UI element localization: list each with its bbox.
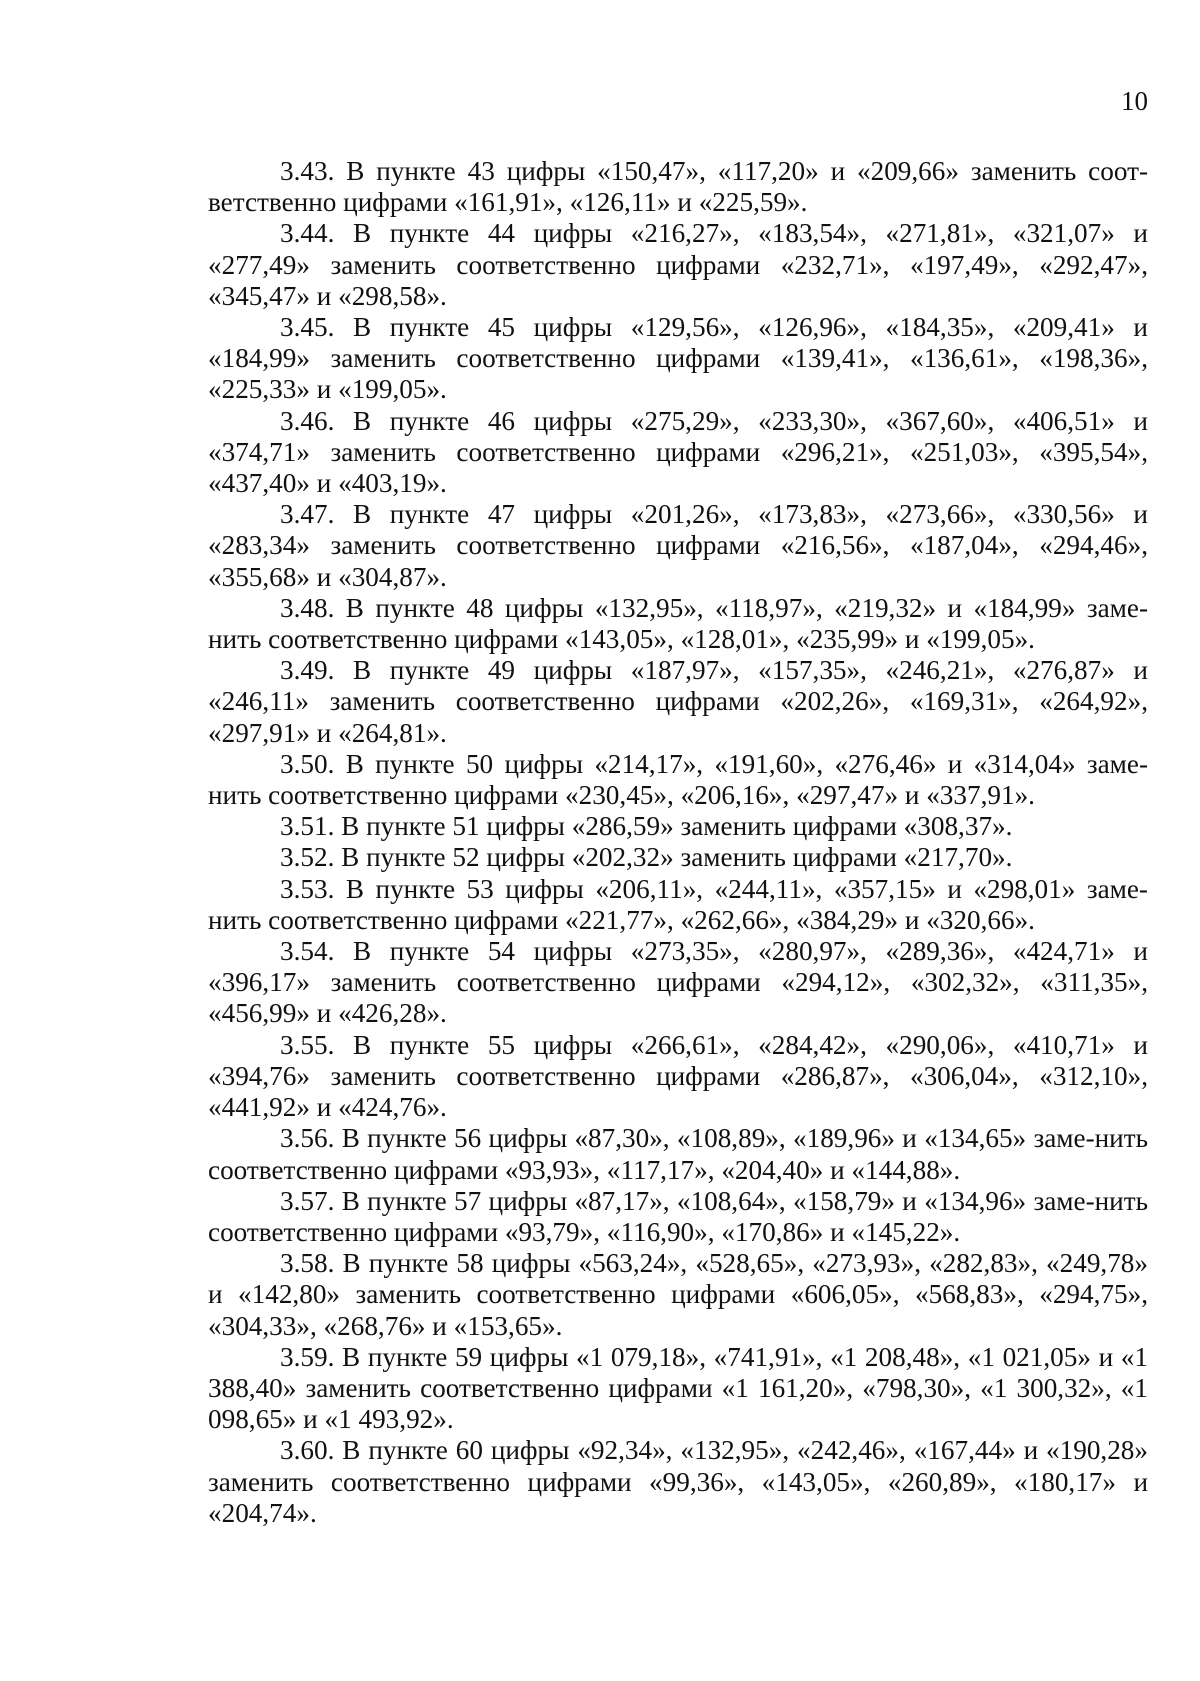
paragraph-3-58: 3.58. В пункте 58 цифры «563,24», «528,65», «273,93», «282,83», «249,78» и «142,80» заменить соответственно цифрами «606,05», «568,83», «294,75», «304,33», «268,76» и «153,65». [208,1248,1148,1341]
paragraph-3-47: 3.47. В пункте 47 цифры «201,26», «173,83», «273,66», «330,56» и «283,34» заменить соответственно цифрами «216,56», «187,04», «294,46», «355,68» и «304,87». [208,499,1148,592]
paragraph-3-49: 3.49. В пункте 49 цифры «187,97», «157,35», «246,21», «276,87» и «246,11» заменить соответственно цифрами «202,26», «169,31», «264,92», «297,91» и «264,81». [208,655,1148,748]
paragraph-3-46: 3.46. В пункте 46 цифры «275,29», «233,30», «367,60», «406,51» и «374,71» заменить соответственно цифрами «296,21», «251,03», «395,54», «437,40» и «403,19». [208,405,1148,499]
paragraph-3-45: 3.45. В пункте 45 цифры «129,56», «126,96», «184,35», «209,41» и «184,99» заменить соответственно цифрами «139,41», «136,61», «198,36», «225,33» и «199,05». [208,312,1148,405]
document-body [208,156,1148,1529]
paragraph-3-57: 3.57. В пункте 57 цифры «87,17», «108,64», «158,79» и «134,96» заме-нить соответственно цифрами «93,79», «116,90», «170,86» и «145,22». [208,1185,1148,1247]
page-number: 10 [1121,86,1148,116]
paragraph-3-59: 3.59. В пункте 59 цифры «1 079,18», «741,91», «1 208,48», «1 021,05» и «1 388,40» заменить соответственно цифрами «1 161,20», «798,30», «1 300,32», «1 098,65» и «1 493,92». [208,1341,1148,1435]
paragraph-3-51: 3.51. В пункте 51 цифры «286,59» заменить цифрами «308,37». [280,811,1013,842]
paragraph-3-53: 3.53. В пункте 53 цифры «206,11», «244,11», «357,15» и «298,01» заме-нить соответственно цифрами «221,77», «262,66», «384,29» и «320,66». [208,873,1148,935]
paragraph-3-52: 3.52. В пункте 52 цифры «202,32» заменить цифрами «217,70». [280,842,1013,873]
paragraph-3-44: 3.44. В пункте 44 цифры «216,27», «183,54», «271,81», «321,07» и «277,49» заменить соответственно цифрами «232,71», «197,49», «292,47», «345,47» и «298,58». [208,218,1148,311]
paragraph-3-60: 3.60. В пункте 60 цифры «92,34», «132,95», «242,46», «167,44» и «190,28» заменить соответственно цифрами «99,36», «143,05», «260,89», «180,17» и «204,74». [208,1435,1148,1528]
paragraph-3-43: 3.43. В пункте 43 цифры «150,47», «117,20» и «209,66» заменить соот-ветственно цифрами «161,91», «126,11» и «225,59». [208,156,1148,218]
paragraph-3-48: 3.48. В пункте 48 цифры «132,95», «118,97», «219,32» и «184,99» заме-нить соответственно цифрами «143,05», «128,01», «235,99» и «199,05». [208,592,1148,655]
paragraph-3-54: 3.54. В пункте 54 цифры «273,35», «280,97», «289,36», «424,71» и «396,17» заменить соответственно цифрами «294,12», «302,32», «311,35», «456,99» и «426,28». [208,936,1148,1029]
paragraph-3-56: 3.56. В пункте 56 цифры «87,30», «108,89», «189,96» и «134,65» заме-нить соответственно цифрами «93,93», «117,17», «204,40» и «144,88». [208,1123,1148,1185]
paragraph-3-50: 3.50. В пункте 50 цифры «214,17», «191,60», «276,46» и «314,04» заме-нить соответственно цифрами «230,45», «206,16», «297,47» и «337,91». [208,748,1148,811]
paragraph-3-55: 3.55. В пункте 55 цифры «266,61», «284,42», «290,06», «410,71» и «394,76» заменить соответственно цифрами «286,87», «306,04», «312,10», «441,92» и «424,76». [208,1029,1148,1123]
